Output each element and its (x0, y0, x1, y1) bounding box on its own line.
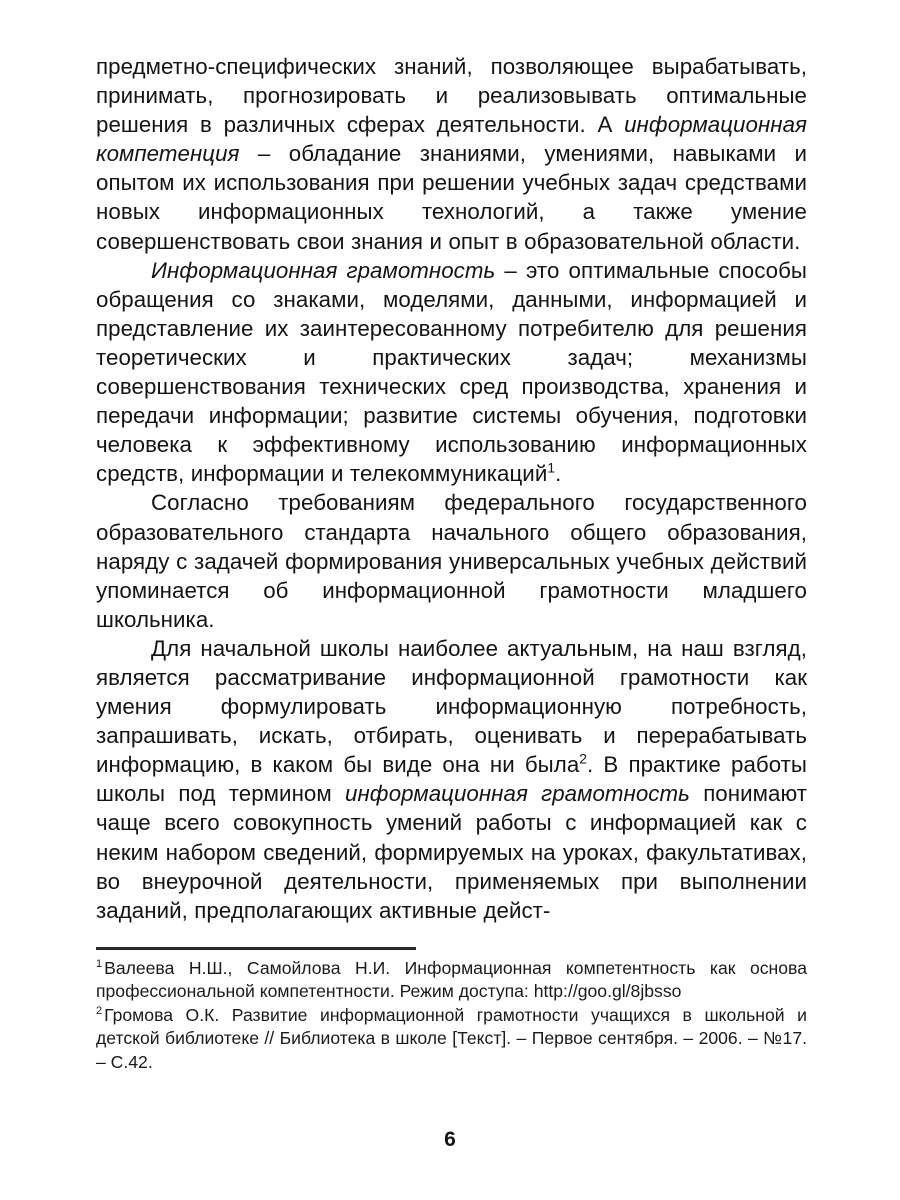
text-run: . В практике работы школы под термином (96, 752, 808, 807)
footnote-marker: 2 (96, 1004, 103, 1017)
body-paragraph (96, 52, 807, 256)
footnote-reference-marker: 2 (579, 750, 588, 767)
emphasized-term: информационная грамотность (345, 781, 690, 807)
body-paragraph (96, 488, 807, 633)
footnote-block (96, 957, 807, 1074)
page-number: 6 (444, 1128, 456, 1151)
body-paragraph (96, 256, 807, 489)
body-text-column (96, 52, 807, 925)
footnote-text: Громова О.К. Развитие информационной грамотности учащихся в школьной и детской библиотеке // Библиотека в школе [Текст]. – Первое сентября. – 2006. – №17. – С.42. (96, 1004, 807, 1072)
emphasized-term: Информационная грамотность (151, 257, 496, 283)
footnote-reference-marker: 1 (547, 459, 556, 476)
footnote-separator-rule (96, 947, 416, 950)
footnote-item (96, 1004, 807, 1074)
text-run: – обладание знаниями, умениями, навыками и опытом их использования при решении учебных задач средствами новых информационных технологий, а также умение совершенствовать свои знания и опыт в образовательной области. (96, 141, 807, 254)
footnote-item (96, 957, 807, 1004)
body-paragraph (96, 634, 807, 925)
emphasized-term: информационная компетенция (96, 112, 807, 167)
text-run: – это оптимальные способы обращения со знаками, моделями, данными, информацией и представление их заинтересованному потребителю для решения теоретических и практических задач; механизмы совершенствования технических сред производства, хранения и передачи информации; развитие системы обучения, подготовки человека к эффективному использованию информационных средств, информации и телекоммуникаций (96, 257, 807, 487)
text-run: понимают чаще всего совокупность умений работы с информацией как с неким набором сведений, формируемых на уроках, факультативах, во внеурочной деятельности, применяемых при выполнении заданий, предполагающих активные дейст- (96, 781, 808, 923)
footnote-text: Валеева Н.Ш., Самойлова Н.И. Информационная компетентность как основа профессиональной компетентности. Режим доступа: http://goo.gl/8jbsso (96, 958, 807, 1002)
text-run: предметно-специфических знаний, позволяющее вырабатывать, принимать, прогнозировать и реализовывать оптимальные решения в различных сферах деятельности. А (96, 54, 807, 138)
footnote-marker: 1 (96, 958, 103, 971)
text-run: . (555, 461, 562, 487)
text-run: Для начальной школы наиболее актуальным, на наш взгляд, является рассматривание информационной грамотности как умения формулировать информационную потребность, запрашивать, искать, отбирать, оценивать и перерабатывать информацию, в каком бы виде она ни была (96, 635, 807, 778)
text-run: Согласно требованиям федерального государственного образовательного стандарта начального общего образования, наряду с задачей формирования универсальных учебных действий упоминается об информационной грамотности младшего школьника. (96, 490, 807, 632)
